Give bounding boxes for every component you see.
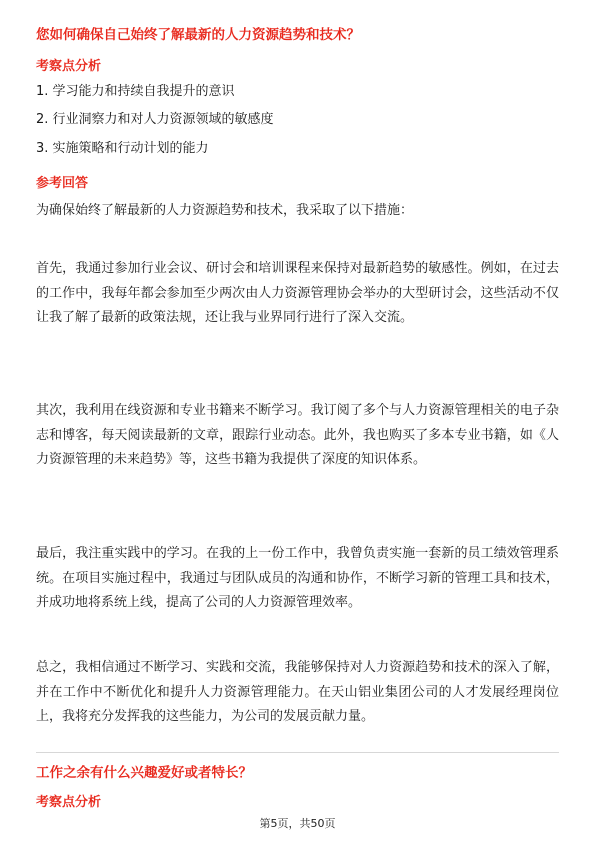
section-divider [36,752,559,753]
page-footer: 第5页，共50页 [259,817,336,830]
answer-paragraph-3: 最后，我注重实践中的学习。在我的上一份工作中，我曾负责实施一套新的员工绩效管理系统。在项目实施过程中，我通过与团队成员的沟通和协作，不断学习新的管理工具和技术，并成功地将系统上线，提高了公司的人力资源管理效率。 [36,546,559,610]
analysis-heading: 考察点分析 [36,59,102,74]
analysis-point-1: 1. 学习能力和持续自我提升的意识 [36,84,235,99]
answer-paragraph-1: 首先，我通过参加行业会议、研讨会和培训课程来保持对最新趋势的敏感性。例如，在过去的工作中，我每年都会参加至少两次由人力资源管理协会举办的大型研讨会，这些活动不仅让我了解了最新的政策法规，还让我与业界同行进行了深入交流。 [36,261,559,325]
analysis-heading-2: 考察点分析 [36,795,102,810]
analysis-point-3: 3. 实施策略和行动计划的能力 [36,141,209,156]
question-1-title: 您如何确保自己始终了解最新的人力资源趋势和技术？ [36,27,360,43]
answer-paragraph-2: 其次，我利用在线资源和专业书籍来不断学习。我订阅了多个与人力资源管理相关的电子杂志和博客，每天阅读最新的文章，跟踪行业动态。此外，我也购买了多本专业书籍，如《人力资源管理的未来趋势》等，这些书籍为我提供了深度的知识体系。 [36,403,559,467]
question-2-title: 工作之余有什么兴趣爱好或者特长？ [36,765,252,781]
answer-paragraph-4: 总之，我相信通过不断学习、实践和交流，我能够保持对人力资源趋势和技术的深入了解，并在工作中不断优化和提升人力资源管理能力。在天山铝业集团公司的人才发展经理岗位上，我将充分发挥我的这些能力，为公司的发展贡献力量。 [36,660,559,724]
answer-intro: 为确保始终了解最新的人力资源趋势和技术，我采取了以下措施： [36,203,414,218]
answer-heading: 参考回答 [36,176,89,191]
analysis-point-2: 2. 行业洞察力和对人力资源领域的敏感度 [36,112,274,127]
